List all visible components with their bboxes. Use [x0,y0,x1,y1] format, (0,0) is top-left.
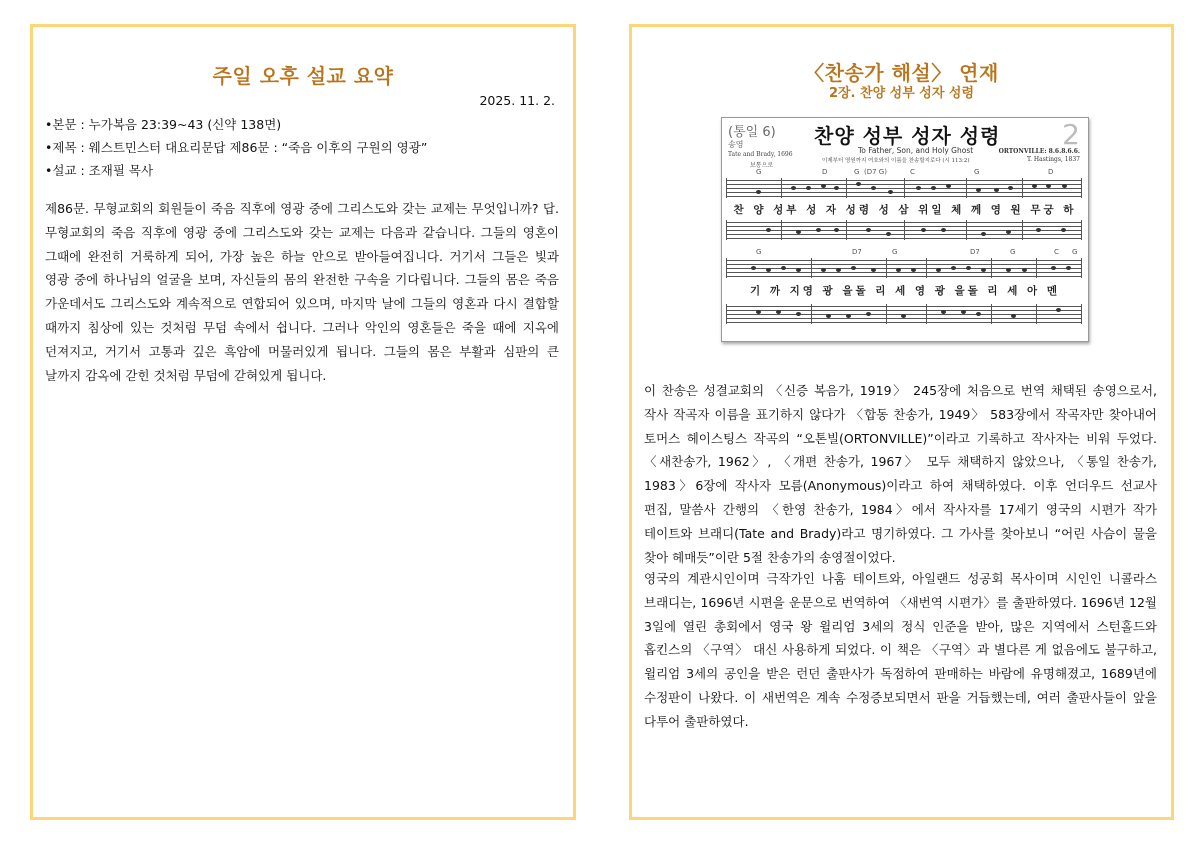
hymn-title: 찬양 성부 성자 성령 [814,124,1001,148]
page-subtitle: 2장. 찬양 성부 성자 성령 [828,86,975,101]
bass-staff-2 [726,304,1082,324]
sermon-title-line: •제목 : 웨스트민스터 대요리문답 제86문 : “죽음 이후의 구원의 영광” [45,140,428,155]
scripture-line: •본문 : 누가복음 23:39~43 (신약 138면) [45,117,282,132]
hymn-commentary-page [629,24,1174,820]
sermon-date: 2025. 11. 2. [479,93,555,108]
lyrics-line-2: 기 까 지영 광 을돌 리 세 영 광 을돌 리 세 아 멘 [750,285,1060,297]
preacher-line: •설교 : 조재필 목사 [45,163,154,178]
sermon-meta [45,113,561,182]
page-title: 주일 오후 설교 요약 [212,64,394,88]
hymn-score-image: (통일 6) 송영 Tate and Brady, 1696 보통으로 찬양 성부 성자 성령 To Father, Son, and Holy Ghost 이제부터 영원까지 여호와의 이름을 찬송할지로다 (시 113:2) 2 ORTONVILLE: 8.6.8.6.6. T. Hastings, 1837 G D G (D7 G) C G D 찬 양 성부 성 자 성령 성 삼 위일 체 께 영 원 무궁 하 G D7 G D7 G C G 기 까 지영 광 을돌 리 세 영 광 을돌 리 세 아 멘 [721,117,1089,342]
page-title: 〈찬송가 해설〉 연재 [804,61,999,85]
hymn-ref: (통일 6) [728,125,776,140]
hymn-tempo: 보통으로 [750,162,774,169]
hymn-english-title: To Father, Son, and Holy Ghost [858,146,974,155]
hymn-composer: T. Hastings, 1837 [1026,156,1080,163]
treble-staff-1 [726,178,1082,198]
hymn-number: 2 [1062,118,1080,151]
lyrics-line-1: 찬 양 성부 성 자 성령 성 삼 위일 체 께 영 원 무궁 하 [733,204,1077,216]
sermon-body: 제86문. 무형교회의 회원들이 죽음 직후에 영광 중에 그리스도와 갖는 교제는 무엇입니까? 답. 무형교회의 죽음 직후에 영광 중에 그리스도와 갖는 교제는 다음과 같습니다. 그들의 영혼이 그때에 완전히 거룩하게 되어, 가장 높은 하늘 안으로 받아들여집니다. 거기서 그들은 빛과 영광 중에 하나님의 얼굴을 보며, 자신들의 몸의 완전한 구속을 기다립니다. 그들의 몸은 죽음 가운데서도 그리스도와 계속적으로 연합되어 있으며, 마지막 날에 그들의 영혼과 다시 결합할 때까지 침상에 있는 것처럼 무덤 속에서 쉽니다. 그러나 악인의 영혼들은 죽을 때에 지옥에 던져지고, 거기서 고통과 깊은 흑암에 머물러있게 됩니다. 그들의 몸은 부활과 심판의 큰 날까지 감옥에 갇힌 것처럼 무덤에 갇혀있게 됩니다. [45,201,559,383]
treble-staff-2 [726,258,1082,278]
bass-staff-1 [726,220,1082,240]
hymn-genre: 송영 [728,140,744,149]
commentary-paragraph-1: 이 찬송은 성결교회의 〈신증 복음가, 1919〉 245장에 처음으로 번역 채택된 송영으로서, 작사 작곡자 이름을 표기하지 않다가 〈합동 찬송가, 1949〉 583장에서 작곡자만 찾아내어 토머스 헤이스팅스 작곡의 “오톤빌(ORTONVILLE)”이라고 기록하고 작사자는 비워 두었다. 〈새찬송가, 1962〉, 〈개편 찬송가, 1967〉 모두 채택하지 않았으나, 〈통일 찬송가, 1983〉6장에 작사자 모름(Anonymous)이라고 하여 채택하였다. 이후 언더우드 선교사 편집, 말씀사 간행의 〈한영 찬송가, 1984〉에서 작사자를 17세기 영국의 시편가 작가 테이트와 브래디(Tate and Brady)라고 명기하였다. 그 가사를 찾아보니 “어린 사슴이 물을 찾아 헤매듯”이란 5절 찬송가의 송영절이었다. [644,383,1157,565]
hymn-tune: ORTONVILLE: 8.6.8.6.6. [998,148,1080,155]
hymn-author: Tate and Brady, 1696 [728,151,793,158]
hymn-verse: 이제부터 영원까지 여호와의 이름을 찬송할지로다 (시 113:2) [822,158,970,164]
commentary-paragraph-2: 영국의 계관시인이며 극작가인 나훔 테이트와, 아일랜드 성공회 목사이며 시인인 니콜라스 브래디는, 1696년 시편을 운문으로 번역하여 〈새번역 시편가〉를 출판하였다. 1696년 12월 3일에 열린 총회에서 영국 왕 윌리엄 3세의 정식 인준을 받아, 많은 지역에서 스턴홀드와 홉킨스의 〈구역〉 대신 사용하게 되었다. 이 책은 〈구역〉과 별다른 게 없음에도 불구하고, 윌리엄 3세의 공인을 받은 런던 출판사가 독점하여 판매하는 바람에 유명해졌고, 1689년에 수정판이 나왔다. 이 새번역은 계속 수정증보되면서 판을 거듭했는데, 여러 출판사들이 앞을 다투어 출판하였다. [644,571,1157,729]
sermon-summary-page [30,24,576,820]
